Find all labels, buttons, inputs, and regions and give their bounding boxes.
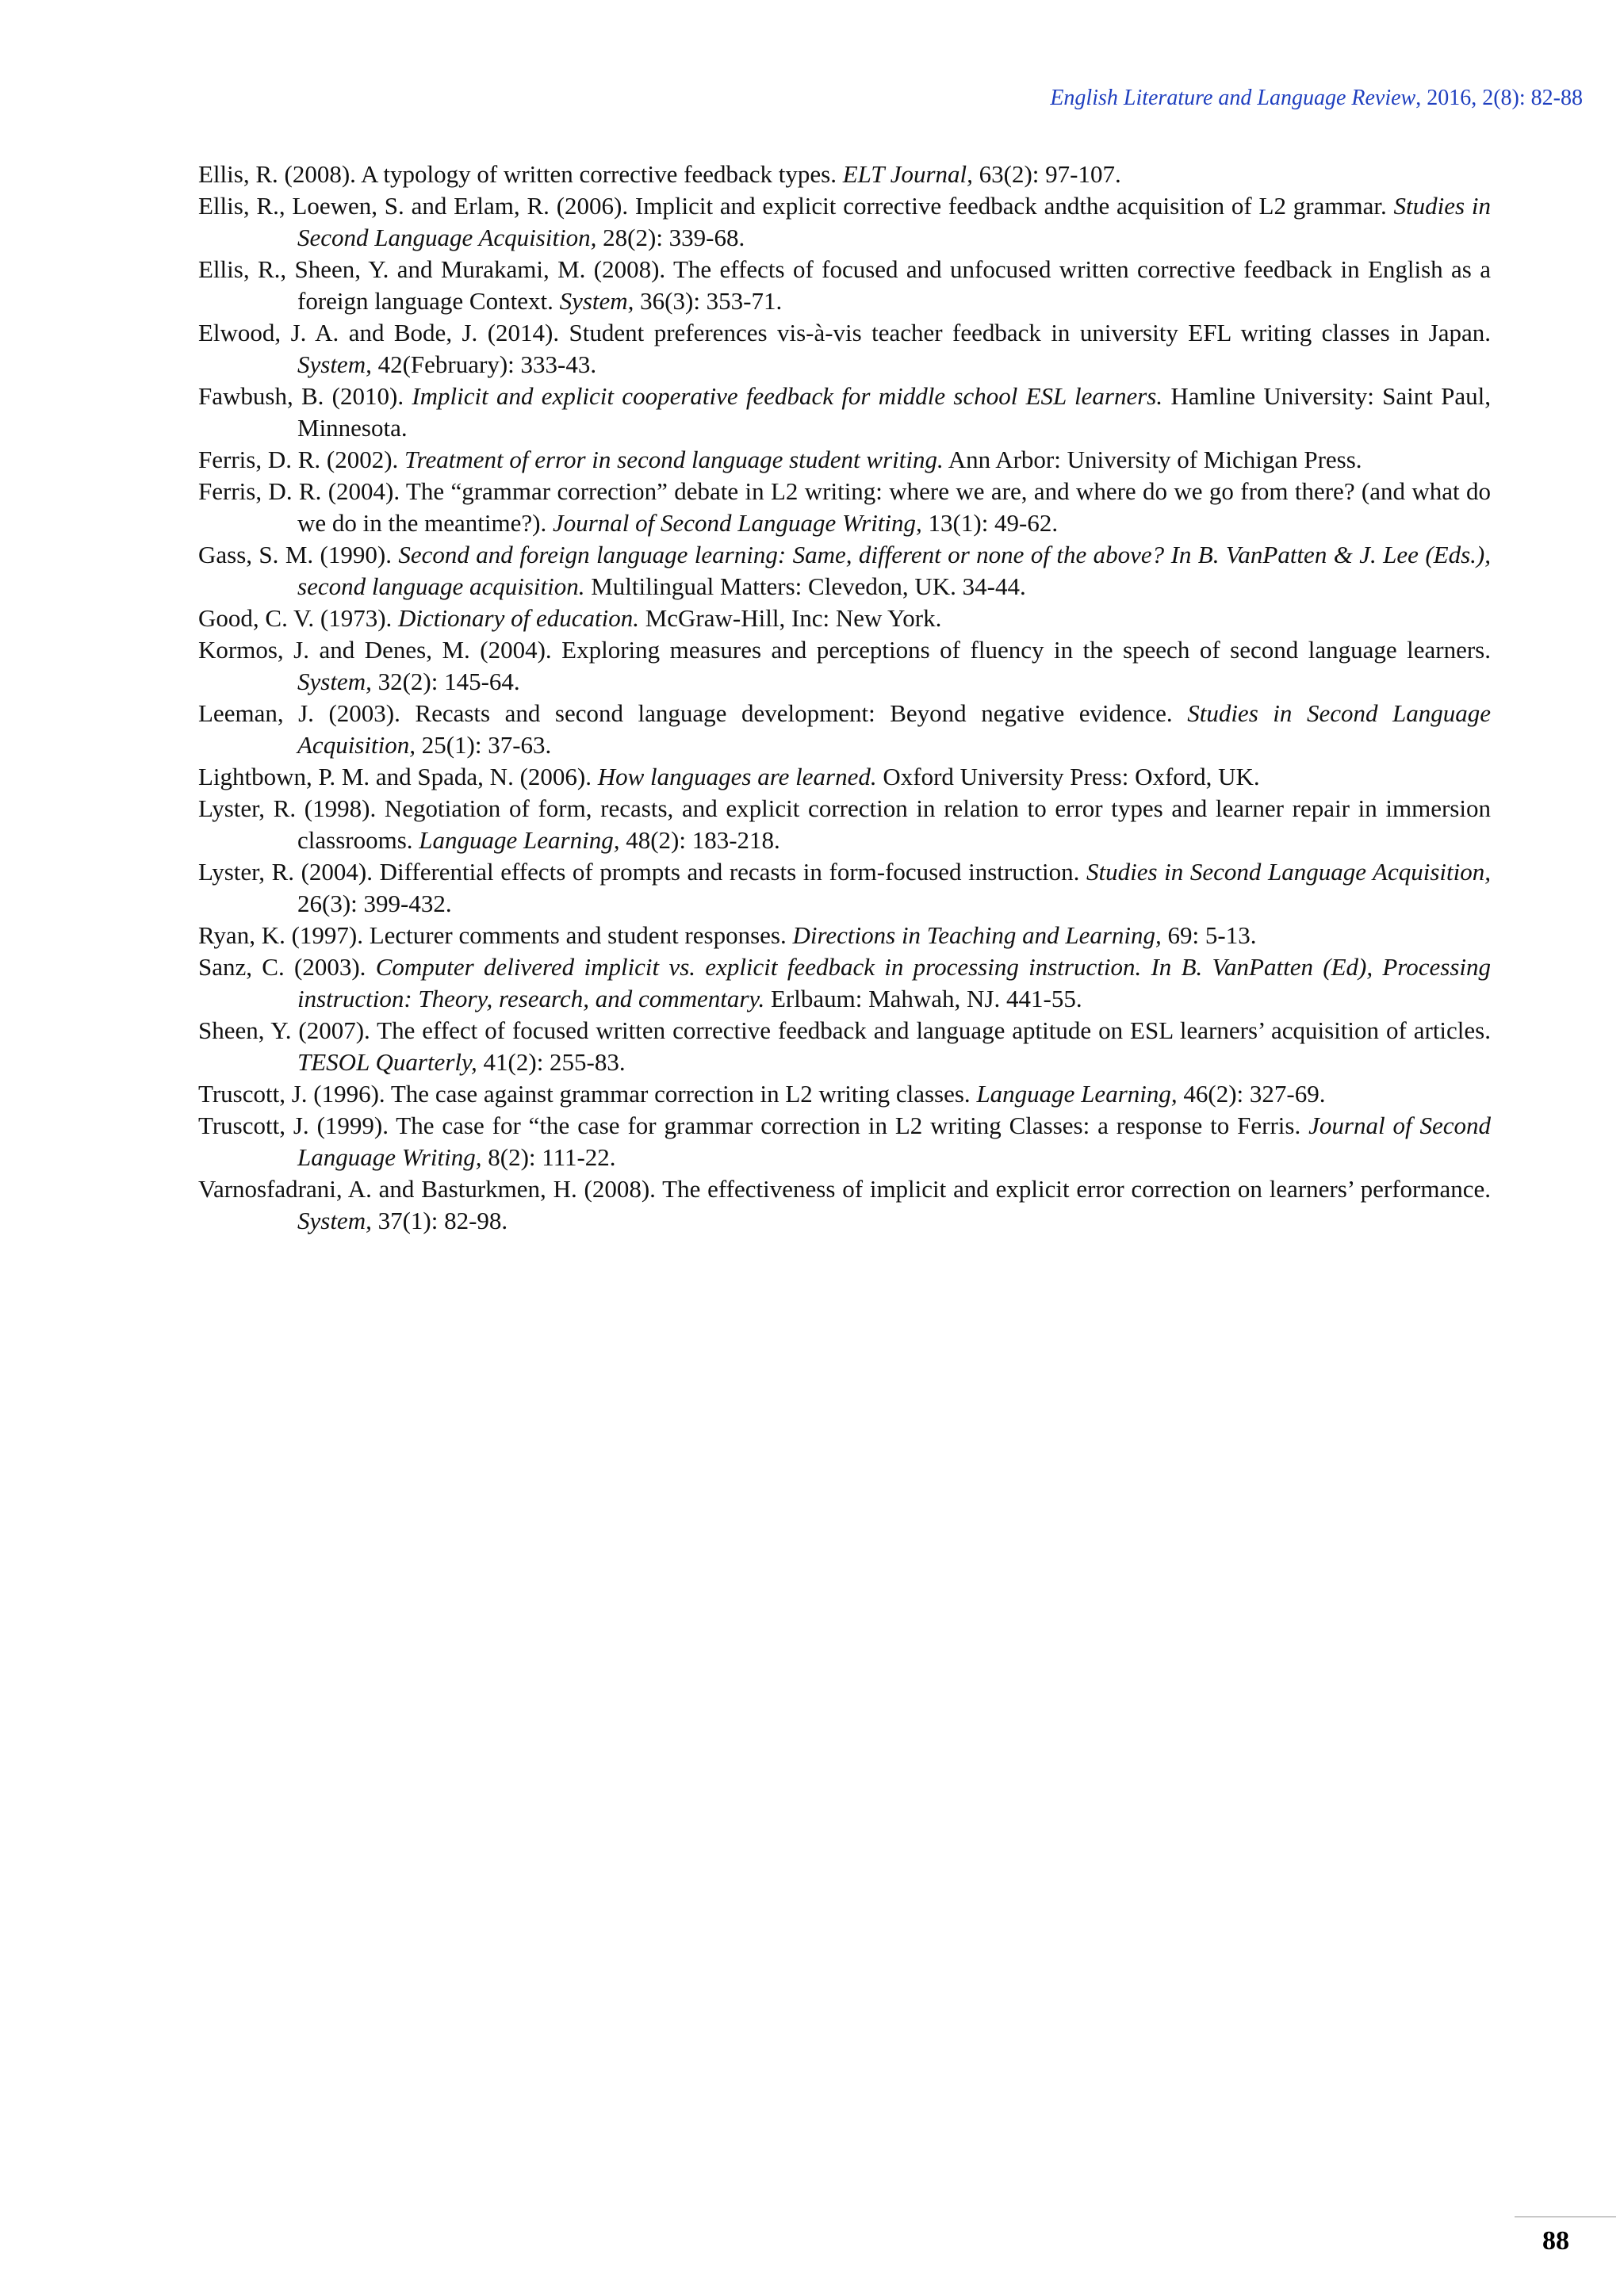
reference-item: [198, 1110, 1491, 1173]
reference-details: Multilingual Matters: Clevedon, UK. 34-44.: [584, 572, 1026, 600]
reference-source: System,: [297, 350, 372, 378]
reference-item: [198, 444, 1491, 476]
reference-item: [198, 1015, 1491, 1078]
reference-item: [198, 634, 1491, 698]
reference-source: ELT Journal,: [842, 160, 973, 188]
reference-details: 42(February): 333-43.: [371, 350, 597, 378]
reference-text: Sanz, C. (2003).: [198, 953, 376, 981]
reference-item: [198, 539, 1491, 603]
running-header: [1050, 86, 1583, 111]
reference-details: 32(2): 145-64.: [371, 668, 520, 695]
reference-details: 63(2): 97-107.: [972, 160, 1121, 188]
reference-text: Gass, S. M. (1990).: [198, 541, 399, 568]
reference-list: [198, 159, 1491, 1237]
reference-source: How languages are learned.: [597, 763, 877, 790]
reference-item: [198, 793, 1491, 856]
reference-details: 48(2): 183-218.: [619, 826, 780, 854]
reference-text: Ellis, R., Loewen, S. and Erlam, R. (2006). Implicit and explicit corrective feedback andthe acquisition of L2 grammar.: [198, 192, 1394, 220]
reference-text: Truscott, J. (1999). The case for “the case for grammar correction in L2 writing Classes: a response to Ferris.: [198, 1112, 1309, 1139]
reference-source: TESOL Quarterly,: [297, 1048, 477, 1076]
reference-text: Ferris, D. R. (2004). The “grammar correction” debate in L2 writing: where we are, and where do we go from there? (and what do we do in the meantime?).: [198, 477, 1491, 537]
reference-text: Ellis, R. (2008). A typology of written corrective feedback types.: [198, 160, 843, 188]
reference-item: [198, 317, 1491, 381]
reference-item: [198, 603, 1491, 634]
footer-rule: [1515, 2216, 1616, 2218]
reference-source: Directions in Teaching and Learning,: [792, 921, 1162, 949]
reference-details: Ann Arbor: University of Michigan Press.: [943, 446, 1362, 473]
reference-details: Erlbaum: Mahwah, NJ. 441-55.: [764, 985, 1082, 1012]
reference-source: Second and foreign language learning: Same, different or none of the above? In B. VanPatten & J. Lee (Eds.), second language acquisition.: [297, 541, 1491, 600]
reference-source: Dictionary of education.: [398, 604, 639, 632]
reference-item: [198, 381, 1491, 444]
reference-text: Ferris, D. R. (2002).: [198, 446, 405, 473]
reference-text: Fawbush, B. (2010).: [198, 382, 412, 410]
reference-item: [198, 159, 1491, 190]
reference-item: [198, 476, 1491, 539]
reference-source: System,: [559, 287, 634, 315]
reference-details: 36(3): 353-71.: [634, 287, 783, 315]
reference-details: 37(1): 82-98.: [371, 1207, 508, 1234]
reference-source: Journal of Second Language Writing,: [297, 1112, 1491, 1171]
reference-source: Computer delivered implicit vs. explicit feedback in processing instruction. In B. VanPatten (Ed), Processing instruction: Theory, research, and commentary.: [297, 953, 1491, 1012]
reference-source: Implicit and explicit cooperative feedback for middle school ESL learners.: [412, 382, 1163, 410]
journal-title: English Literature and Language Review: [1050, 86, 1416, 110]
reference-text: Ellis, R., Sheen, Y. and Murakami, M. (2008). The effects of focused and unfocused written corrective feedback in English as a foreign language Context.: [198, 255, 1491, 315]
reference-text: Ryan, K. (1997). Lecturer comments and student responses.: [198, 921, 793, 949]
reference-source: Journal of Second Language Writing,: [552, 509, 922, 537]
reference-text: Sheen, Y. (2007). The effect of focused written corrective feedback and language aptitude on ESL learners’ acquisition of articles.: [198, 1016, 1491, 1044]
reference-source: Studies in Second Language Acquisition,: [1086, 858, 1491, 886]
reference-text: Good, C. V. (1973).: [198, 604, 399, 632]
reference-source: Language Learning,: [419, 826, 620, 854]
reference-details: 26(3): 399-432.: [297, 890, 452, 917]
reference-details: 13(1): 49-62.: [921, 509, 1059, 537]
reference-source: System,: [297, 668, 372, 695]
reference-details: 8(2): 111-22.: [481, 1143, 616, 1171]
reference-text: Elwood, J. A. and Bode, J. (2014). Student preferences vis-à-vis teacher feedback in university EFL writing classes in Japan.: [198, 319, 1491, 346]
reference-text: Kormos, J. and Denes, M. (2004). Exploring measures and perceptions of fluency in the speech of second language learners.: [198, 636, 1491, 664]
reference-text: Lyster, R. (1998). Negotiation of form, recasts, and explicit correction in relation to error types and learner repair in immersion classrooms.: [198, 794, 1491, 854]
reference-item: [198, 856, 1491, 920]
reference-details: Hamline University: Saint Paul, Minnesota.: [297, 382, 1491, 442]
reference-details: 25(1): 37-63.: [415, 731, 552, 759]
reference-source: Studies in Second Language Acquisition,: [297, 699, 1491, 759]
reference-item: [198, 920, 1491, 951]
reference-details: 69: 5-13.: [1161, 921, 1257, 949]
reference-details: 46(2): 327-69.: [1177, 1080, 1326, 1108]
reference-text: Lyster, R. (2004). Differential effects of prompts and recasts in form-focused instruction.: [198, 858, 1087, 886]
reference-text: Truscott, J. (1996). The case against grammar correction in L2 writing classes.: [198, 1080, 977, 1108]
reference-item: [198, 1078, 1491, 1110]
reference-text: Lightbown, P. M. and Spada, N. (2006).: [198, 763, 598, 790]
reference-details: 28(2): 339-68.: [596, 224, 745, 251]
reference-text: Varnosfadrani, A. and Basturkmen, H. (2008). The effectiveness of implicit and explicit error correction on learners’ performance.: [198, 1175, 1491, 1203]
page-number: 88: [1542, 2226, 1569, 2256]
reference-item: [198, 698, 1491, 761]
journal-citation: , 2016, 2(8): 82-88: [1415, 86, 1583, 110]
reference-item: [198, 951, 1491, 1015]
reference-source: Language Learning,: [976, 1080, 1178, 1108]
reference-item: [198, 254, 1491, 317]
reference-details: Oxford University Press: Oxford, UK.: [876, 763, 1260, 790]
reference-item: [198, 1173, 1491, 1237]
reference-details: 41(2): 255-83.: [477, 1048, 626, 1076]
reference-item: [198, 761, 1491, 793]
reference-source: Treatment of error in second language student writing.: [404, 446, 944, 473]
reference-details: McGraw-Hill, Inc: New York.: [638, 604, 942, 632]
reference-text: Leeman, J. (2003). Recasts and second language development: Beyond negative evidence.: [198, 699, 1188, 727]
reference-item: [198, 190, 1491, 254]
reference-source: System,: [297, 1207, 372, 1234]
reference-source: Studies in Second Language Acquisition,: [297, 192, 1491, 251]
